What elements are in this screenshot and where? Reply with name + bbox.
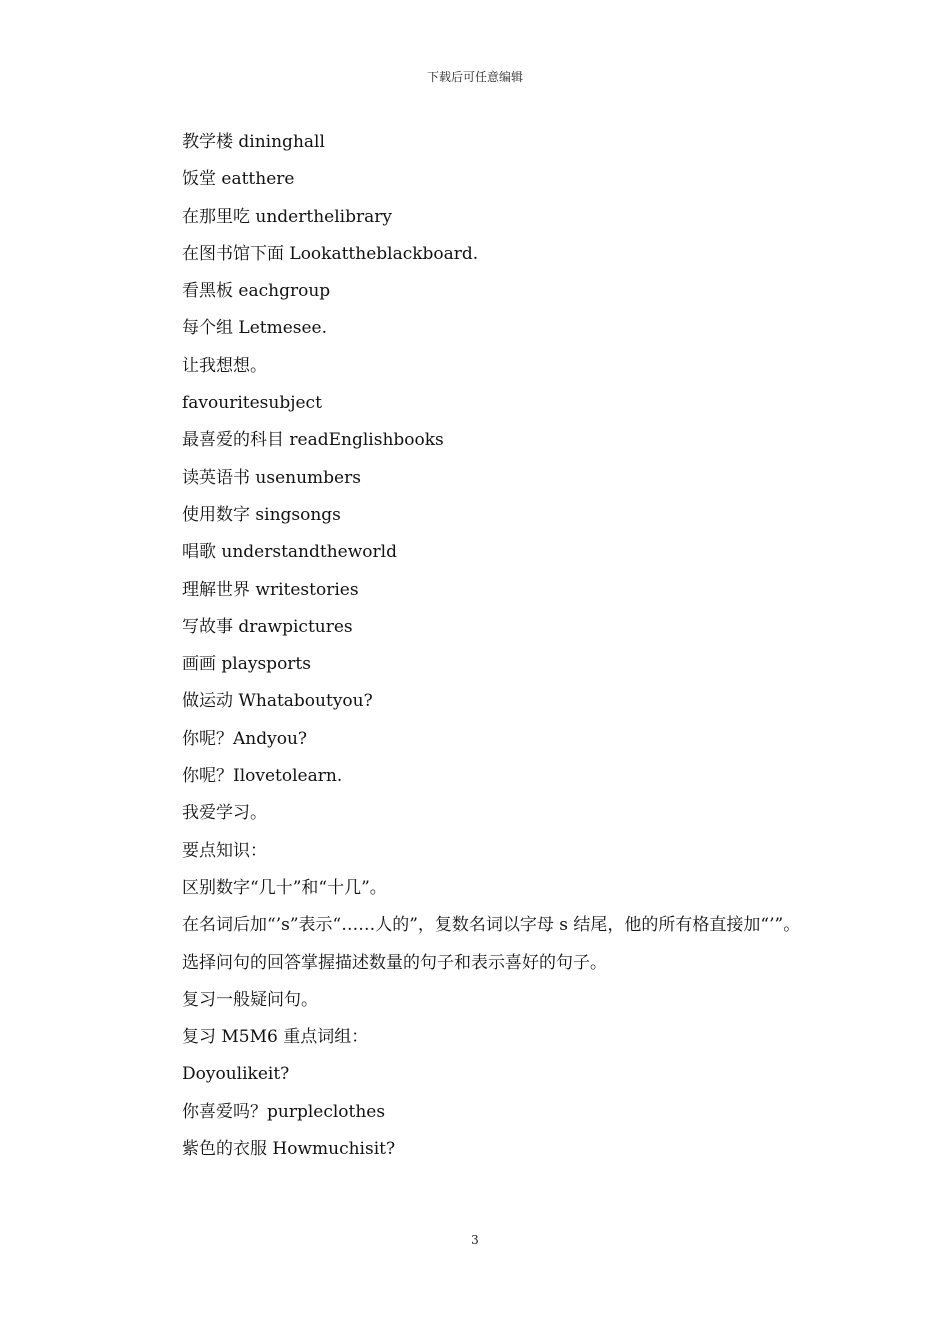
- text-line: 每个组 Letmesee.: [182, 318, 328, 339]
- text-line: 做运动 Whataboutyou?: [182, 691, 373, 712]
- text-line: 画画 playsports: [182, 654, 311, 675]
- text-line: 复习 M5M6 重点词组：: [182, 1027, 369, 1048]
- document-body: [144, 124, 808, 1168]
- text-line: 在那里吃 underthelibrary: [182, 206, 392, 227]
- text-line: 你呢？Ilovetolearn.: [182, 766, 343, 787]
- section-heading: 要点知识：: [182, 840, 267, 861]
- text-line: 在图书馆下面 Lookattheblackboard.: [182, 243, 479, 264]
- text-line: 选择问句的回答掌握描述数量的句子和表示喜好的句子。: [182, 952, 607, 973]
- text-line: 复习一般疑问句。: [182, 989, 318, 1010]
- text-line: 让我想想。: [182, 355, 267, 376]
- text-line: 读英语书 usenumbers: [182, 467, 361, 488]
- text-line: 理解世界 writestories: [182, 579, 359, 600]
- text-line: 紫色的衣服 Howmuchisit?: [182, 1139, 396, 1160]
- text-line: Doyoulikeit?: [182, 1064, 290, 1085]
- text-line: 唱歌 understandtheworld: [182, 542, 397, 563]
- paragraph: 在名词后加“’s”表示“……人的”，复数名词以字母 s 结尾，他的所有格直接加“’”。: [182, 915, 801, 936]
- text-line: 看黑板 eachgroup: [182, 281, 331, 302]
- page-header: 下载后可任意编辑: [426, 70, 523, 84]
- text-line: 写故事 drawpictures: [182, 616, 353, 637]
- text-line: 你呢？Andyou?: [182, 728, 308, 749]
- text-line: 你喜爱吗？purpleclothes: [182, 1101, 386, 1122]
- text-line: 区别数字“几十”和“十几”。: [182, 877, 387, 898]
- text-line: 使用数字 singsongs: [182, 504, 341, 525]
- text-line: 我爱学习。: [182, 803, 267, 824]
- text-line: favouritesubject: [182, 393, 322, 414]
- text-line: 饭堂 eatthere: [182, 169, 295, 190]
- text-line: 教学楼 dininghall: [182, 132, 325, 152]
- text-line: 最喜爱的科目 readEnglishbooks: [182, 430, 444, 451]
- page-number: 3: [471, 1233, 479, 1247]
